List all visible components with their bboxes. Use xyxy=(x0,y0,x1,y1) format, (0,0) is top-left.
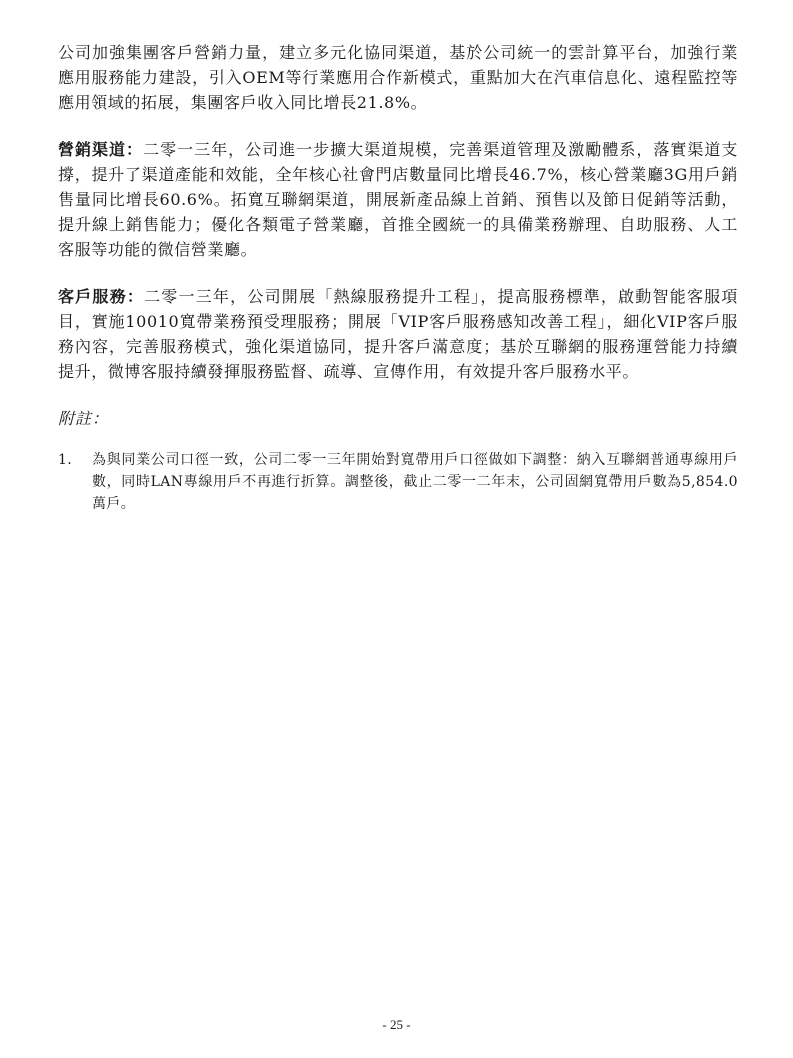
document-body xyxy=(58,40,738,515)
paragraph-sales-channels xyxy=(58,137,738,262)
notes-heading: 附註： xyxy=(58,409,110,428)
note-text: 為與同業公司口徑一致，公司二零一三年開始對寬帶用戶口徑做如下調整：納入互聯網普通專線用戶數，同時LAN專線用戶不再進行折算。調整後，截止二零一二年末，公司固網寬帶用戶數為5,854.0萬戶。 xyxy=(92,452,738,512)
paragraph-text: 二零一三年，公司開展「熱線服務提升工程」，提高服務標準，啟動智能客服項目，實施10010寬帶業務預受理服務；開展「VIP客戶服務感知改善工程」，細化VIP客戶服務內容，完善服務模式，強化渠道協同，提升客戶滿意度；基於互聯網的服務運營能力持續提升，微博客服持續發揮服務監督、疏導、宣傳作用，有效提升客戶服務水平。 xyxy=(58,287,738,381)
paragraph-corporate-customers xyxy=(58,40,738,115)
page-number: - 25 - xyxy=(382,1017,411,1032)
note-item xyxy=(58,449,738,515)
paragraph-text: 公司加強集團客戶營銷力量，建立多元化協同渠道，基於公司統一的雲計算平台，加強行業應用服務能力建設，引入OEM等行業應用合作新模式，重點加大在汽車信息化、遠程監控等應用領域的拓展，集團客戶收入同比增長21.8%。 xyxy=(58,43,738,112)
note-number: 1. xyxy=(58,452,73,468)
paragraph-heading-customer-service: 客戶服務： xyxy=(58,287,145,306)
paragraph-heading-sales-channels: 營銷渠道： xyxy=(58,140,144,159)
paragraph-customer-service xyxy=(58,284,738,384)
paragraph-text: 二零一三年，公司進一步擴大渠道規模，完善渠道管理及激勵體系，落實渠道支撐，提升了渠道產能和效能，全年核心社會門店數量同比增長46.7%，核心營業廳3G用戶銷售量同比增長60.6%。拓寬互聯網渠道，開展新產品線上首銷、預售以及節日促銷等活動，提升線上銷售能力；優化各類電子營業廳，首推全國統一的具備業務辦理、自助服務、人工客服等功能的微信營業廳。 xyxy=(58,140,738,259)
